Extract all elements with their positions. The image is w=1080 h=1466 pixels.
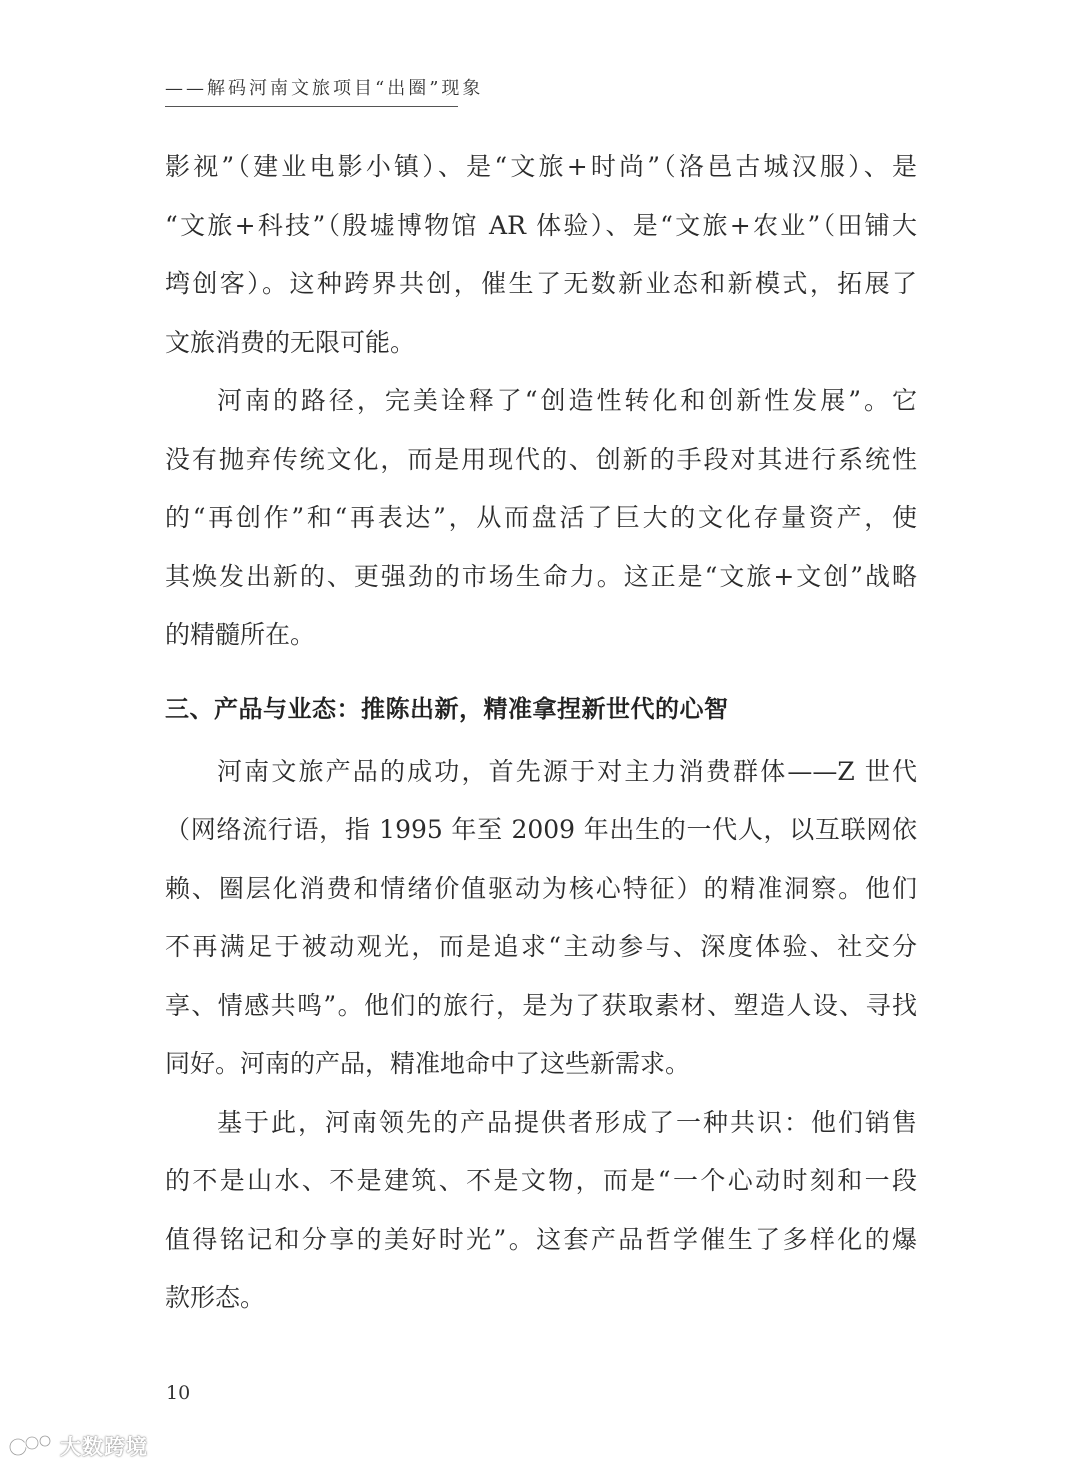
watermark-logo-icon: [8, 1432, 56, 1460]
paragraph-2: [165, 372, 917, 665]
text-line: 基于此，河南领先的产品提供者形成了一种共识：他们销售: [217, 1107, 917, 1137]
text-line: “文旅+科技”（殷墟博物馆 AR 体验）、是“文旅+农业”（田铺大: [165, 210, 917, 240]
section-heading: 三、产品与业态：推陈出新，精准拿捏新世代的心智: [165, 694, 729, 723]
text-line: 值得铭记和分享的美好时光”。这套产品哲学催生了多样化的爆: [165, 1224, 917, 1254]
text-line: 款形态。: [165, 1283, 266, 1312]
text-line: 河南文旅产品的成功，首先源于对主力消费群体——Z 世代: [217, 756, 917, 786]
text-line: 的“再创作”和“再表达”，从而盘活了巨大的文化存量资产，使: [165, 503, 917, 532]
running-header: ——解码河南文旅项目“出圈”现象: [165, 74, 458, 107]
text-line: 赖、圈层化消费和情绪价值驱动为核心特征）的精准洞察。他们: [165, 873, 917, 903]
watermark: [8, 1430, 148, 1462]
watermark-text: 大数跨境: [60, 1435, 148, 1459]
text-line: 河南的路径，完美诠释了“创造性转化和创新性发展”。它: [217, 386, 917, 415]
page-number: 10: [166, 1382, 191, 1404]
body-text: [165, 138, 917, 1328]
text-line: 的不是山水、不是建筑、不是文物，而是“一个心动时刻和一段: [165, 1166, 917, 1195]
text-line: 的精髓所在。: [165, 620, 316, 649]
text-line: 没有抛弃传统文化，而是用现代的、创新的手段对其进行系统性: [165, 444, 917, 474]
text-line: 文旅消费的无限可能。: [165, 327, 416, 357]
paragraph-4: [165, 1094, 917, 1328]
text-line: 影视”（建业电影小镇）、是“文旅+时尚”（洛邑古城汉服）、是: [165, 152, 917, 181]
text-line: 其焕发出新的、更强劲的市场生命力。这正是“文旅+文创”战略: [165, 561, 917, 591]
text-line: 塆创客）。这种跨界共创，催生了无数新业态和新模式，拓展了: [165, 269, 917, 298]
text-line: 不再满足于被动观光，而是追求“主动参与、深度体验、社交分: [165, 932, 917, 961]
text-line: 享、情感共鸣”。他们的旅行，是为了获取素材、塑造人设、寻找: [165, 990, 917, 1020]
paragraph-1: [165, 138, 917, 372]
paragraph-3: [165, 743, 917, 1094]
text-line: （网络流行语，指 1995 年至 2009 年出生的一代人，以互联网依: [165, 815, 917, 844]
text-line: 同好。河南的产品，精准地命中了这些新需求。: [165, 1049, 691, 1078]
